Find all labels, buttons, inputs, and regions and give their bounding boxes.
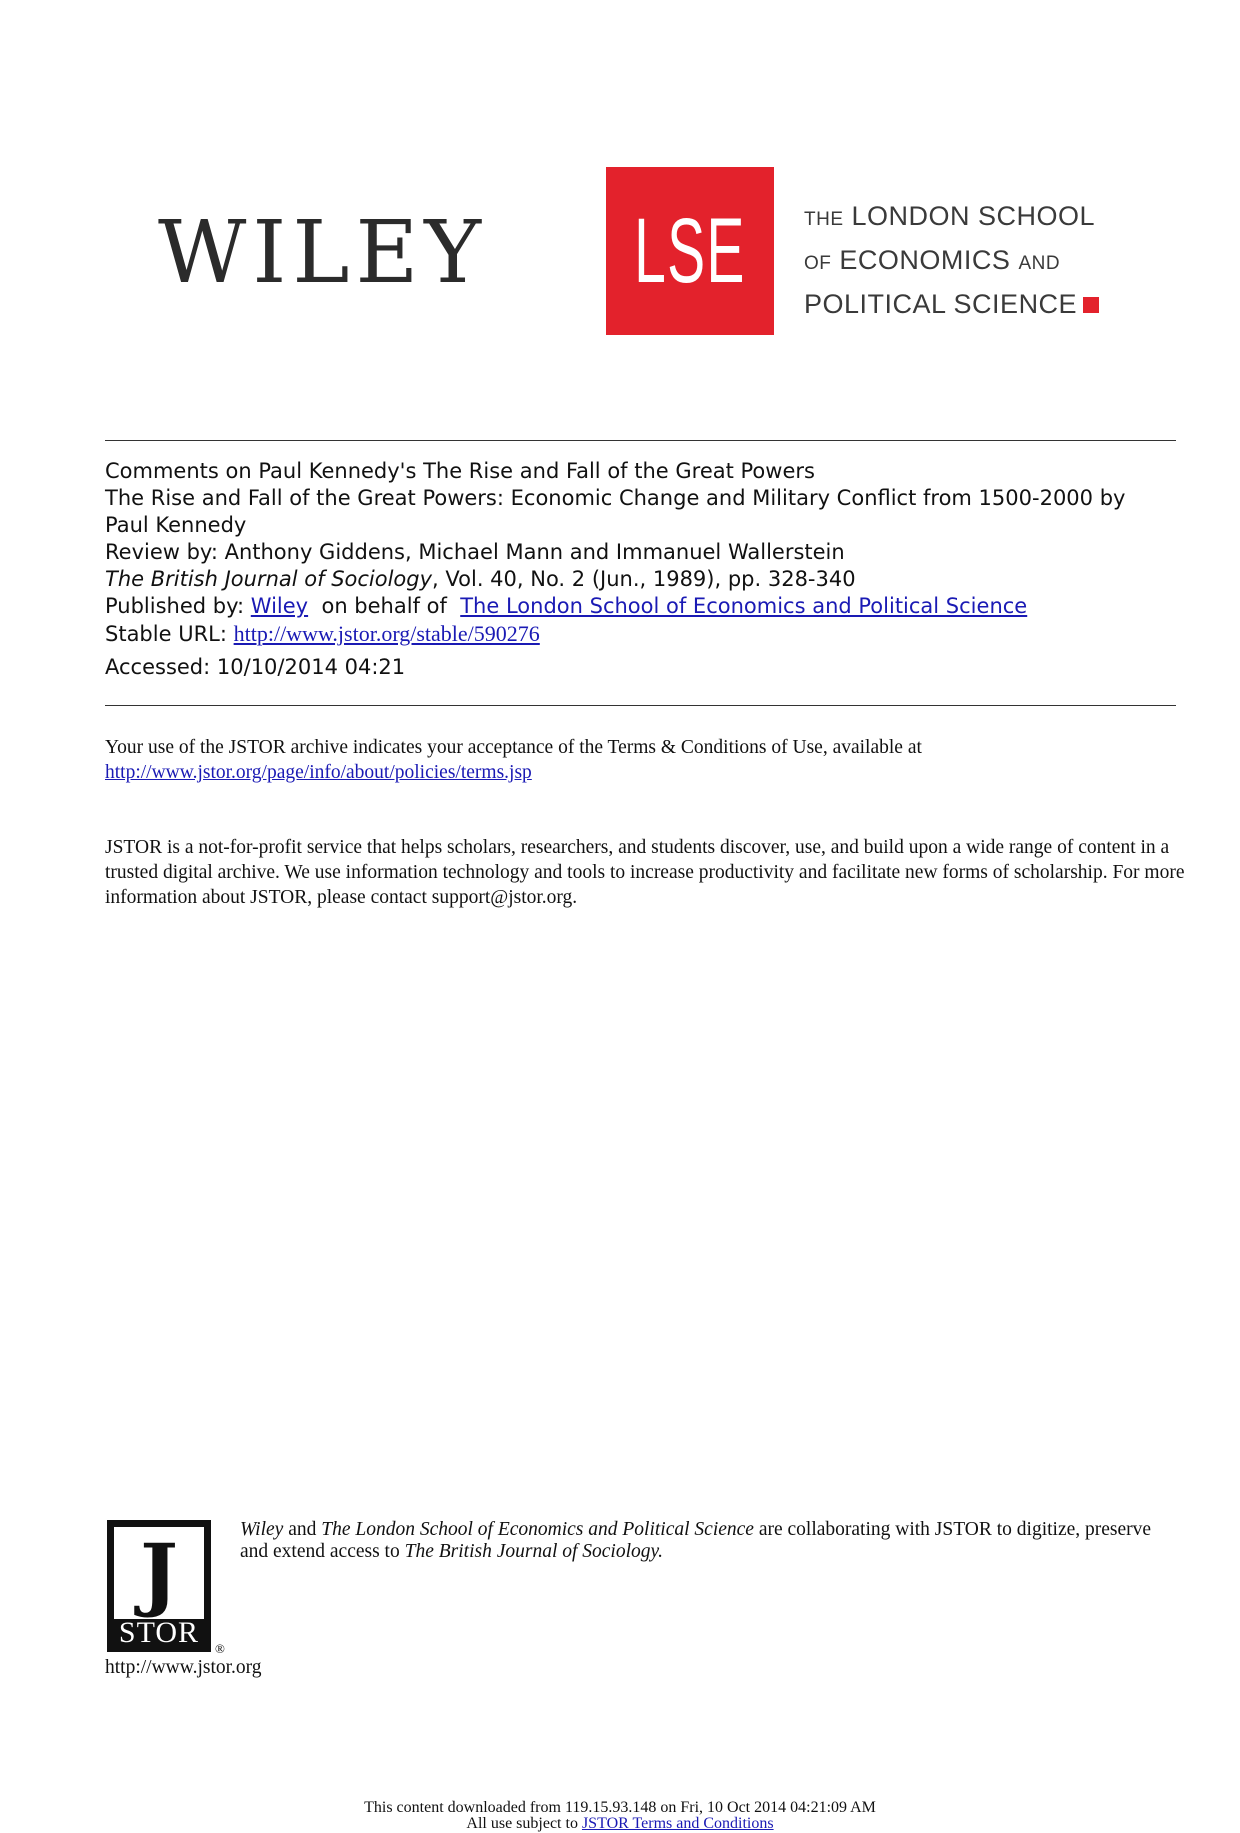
review-by: Review by: Anthony Giddens, Michael Mann and Immanuel Wallerstein: [105, 540, 845, 564]
article-title: Comments on Paul Kennedy's The Rise and Fall of the Great Powers: [105, 459, 815, 483]
lse-london-school: LONDON SCHOOL: [851, 201, 1096, 231]
lse-political-science: POLITICAL SCIENCE: [804, 289, 1078, 319]
terms-notice-prefix: All use subject to: [466, 1815, 582, 1832]
journal-name: The British Journal of Sociology: [105, 567, 433, 591]
stable-url-link[interactable]: http://www.jstor.org/stable/590276: [233, 621, 540, 646]
article-metadata: [105, 458, 1185, 681]
lse-of: OF: [804, 253, 832, 274]
lse-economics: ECONOMICS: [839, 245, 1011, 275]
download-notice: This content downloaded from 119.15.93.148 on Fri, 10 Oct 2014 04:21:09 AM: [364, 1799, 876, 1816]
bottom-divider: [105, 705, 1176, 706]
top-divider: [105, 440, 1176, 441]
stable-url-row: [105, 620, 1185, 648]
citation-details: , Vol. 40, No. 2 (Jun., 1989), pp. 328-340: [432, 567, 856, 591]
lse-and: AND: [1018, 253, 1061, 274]
journal-citation: [105, 566, 1185, 593]
publisher-link[interactable]: Wiley: [250, 594, 309, 618]
lse-logo-wordmark: [804, 196, 1099, 324]
published-by: [105, 593, 1185, 620]
jstor-ornament: [114, 1527, 204, 1619]
accessed-date: Accessed: 10/10/2014 04:21: [105, 655, 406, 679]
collab-middle: are collaborating with JSTOR to digitize, preserve and extend access to: [240, 1519, 1152, 1562]
lse-logo-letters: LSE: [634, 200, 746, 302]
jstor-logo-word: STOR: [118, 1616, 200, 1649]
jstor-terms-link[interactable]: JSTOR Terms and Conditions: [581, 1815, 774, 1832]
collab-organization: The London School of Economics and Political Science: [321, 1519, 754, 1540]
reviewed-work: The Rise and Fall of the Great Powers: Economic Change and Military Conflict from 1500-2000 by Paul Kennedy: [105, 486, 1126, 537]
collab-publisher: Wiley: [240, 1519, 284, 1540]
wiley-logo: WILEY: [158, 203, 488, 303]
lse-logo-mark: [606, 167, 774, 335]
terms-notice: [0, 1815, 1240, 1833]
terms-text: Your use of the JSTOR archive indicates your acceptance of the Terms & Conditions of Use, available at: [105, 737, 922, 758]
about-paragraph: JSTOR is a not-for-profit service that helps scholars, researchers, and students discover, use, and build upon a wide range of content in a trusted digital archive. We use information technology and tools to increase productivity and facilitate new forms of scholarship. For more information about JSTOR, please contact support@jstor.org.: [105, 837, 1185, 908]
collab-journal: The British Journal of Sociology.: [404, 1541, 663, 1562]
jstor-url: http://www.jstor.org: [105, 1657, 262, 1678]
terms-link[interactable]: http://www.jstor.org/page/info/about/policies/terms.jsp: [105, 762, 532, 783]
on-behalf-label: on behalf of: [321, 594, 447, 618]
lse-the: THE: [804, 209, 844, 230]
jstor-logo: [107, 1520, 211, 1652]
registered-mark: ®: [215, 1641, 225, 1656]
organization-link[interactable]: The London School of Economics and Political Science: [460, 594, 1028, 618]
published-by-label: Published by:: [105, 594, 245, 618]
jstor-j-glyph: J: [140, 1526, 178, 1620]
collaboration-text: [240, 1519, 1180, 1563]
collab-and: and: [283, 1519, 322, 1540]
stable-url-label: Stable URL:: [105, 622, 227, 646]
lse-square-icon: [1083, 297, 1099, 313]
terms-paragraph: [105, 735, 1185, 785]
